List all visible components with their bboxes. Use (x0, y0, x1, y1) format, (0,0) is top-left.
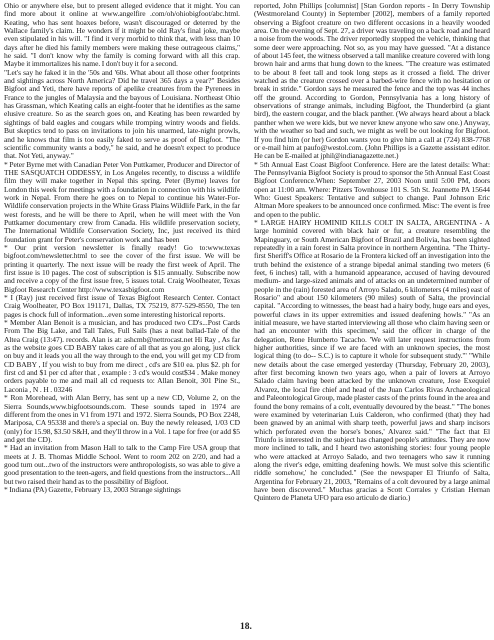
news-item: * I (Ray) just received first issue of Texas Bigfoot Research Center. Contact Craig Woolheater, PO Box 191171, Dallas, TX 75219, 877-529-8550, The ten pages is chock full of information...even some interesting historical reports. (4, 293, 240, 319)
article-paragraph: reported, John Phillips [columnist] [Stan Gordon reports - In Derry Township (Westmoreland County) in September [2002], members of a family reported observing a Bigfoot creature on two different occasions in a heavily wooded area. On the evening of Sept. 27, a driver was traveling on a back road and heard a noise from the woods. The driver reportedly stopped the vehicle, thinking that some deer were approaching. Not so, as you may have guessed. "At a distance of about 145 feet, the witness observed a tall manlike creature covered with long brown hair and arms that hung down to the knees. "The creature was estimated to be about 8 feet tall and took long steps as it crossed a field. The driver watched as the creature crossed over a barbed-wire fence with no hesitation or break in stride." Gordon says he measured the fence and the top was 44 inches off the ground. According to Gordon, Pennsylvania has a long history of observations of strange animals, including Bigfoot, the Thunderbird (a giant bird), the eastern cougar, and the black panther. (We always heard about a black panther when we were kids, but we never knew anyone who saw one.) Anyway, with the weather so bad and such, we might as well be out looking for Bigfoot. If you find him (or her) Gordon wants you to give him a call at (724) 838-7768 or e-mail him at paufo@westol.com. (John Phillips is a Gazette assistant editor. He can be E-mailed at jphil@indianagazette.net.) (254, 2, 490, 161)
news-item: * Had an invitation from Mason Hall to talk to the Camp Fire USA group that meets at J. B. Thomas Middle School. Went to room 202 on 2/20, and had a good turn out...two of the instructors were anthropologists, so was able to give a good presentation to the teen-agers, and field questions from the instructors...All but two raised their hand as to the possibility of Bigfoot. (4, 443, 240, 486)
news-item: * Our print version newsletter is finally ready! Go to:www.texas bigfoot.com/newsletter.html to see the cover of the first issue. We will be printing it quarterly. The next issue will be ready the first week of April. The first issue is 10 pages. The cost of subscription is $15 annually. Subscribe now and receive a copy of the first issue free, 5 issues total. Craig Woolheater, Texas Bigfoot Research Center http://www.texasbigfoot.com (4, 242, 240, 294)
news-item: * Peter Byrne met with Canadian Peter Von Puttkamer, Producer and Director of THE SASQUATCH ODDESSY, in Los Angeles recently, to discuss a wildlife film they will make together in Nepal this spring. Peter (Byrne) leaves for London this week for meetings with a foundation in connection with his wildlife work in Nepal. From there he goes on to Nepal to continue his Water-For-Wildlife conservation projects in the White Grass Plains Wildlife Park, in the far west forests, and he will be there to April, when he will meet with the Von Puttkamer documentary crew from Canada. His wildlife preservation society, The International Wildlife Conservation Society, Inc, just received its third foundation grant for Peter's conservation work and has been (4, 159, 240, 244)
news-item: * Member Alan Benoit is a musician, and has produced two CD's...Post Cards From The Big Lake, and Tall Tales, Full Sails (has a neat ballad-Tale of the Altea Craig (13:47). records. Alan is at: ashcmb@nettrocast.net Hi Ray , As far as the website goes CD BABY takes care of all that as you go along, just click on buy and it leads you all the way through to the end, you will get my CD from CD BABY , If you wish to buy from me direct , cd's are $10 ea. plus $2. ph for first cd and $1 per cd after that , example : 3 cd's would cost$34 . Make money orders payable to me and mail all cd requests to: Allan Benoit, 301 Pine St., Laconia , N . H . 03246 (4, 318, 240, 394)
news-item: * 5th Annual East Coast Bigfoot Conference. Here are the latest details: What: The Pennsylvania Bigfoot Society is proud to sponsor the 5th Annual East Coast Bigfoot Conference.When: September 27, 2003 Noon until 5:00 PM, doors open at 11:00 am. Where: Pitzers Townhouse 101 S. 5th St. Jeannette PA 15644 Who: Guest Speakers: Tentative and subject to change. Paul Johnson Eric Altman More speakers to be announced once confirmed. Misc: The event is free and open to the public. (254, 159, 490, 219)
news-item: * Indiana (PA) Gazette, February 13, 2003 Strange sightings (4, 484, 181, 494)
article-paragraph: "Let's say he faked it in the '50s and '60s. What about all those other footprints and sightings across North America? Did he travel 365 days a year?" Besides Bigfoot and Yeti, there have reports of apelike creatures from the Pyrenees in France to the jungles of Malaysia and the bayous of Louisiana. Northeast Ohio has Grassman, which Keating calls an eight-footer that he identifies as the same elusive creature. So as the search goes on, and Keating has been rewarded by sightings of bald eagles and cougars while tromping wintry woods and fields. But skeptics tend to pass on invitations to join his unarmed, late-night prowls, and he knows that film is too easily faked to serve as proof of Bigfoot. "The scientific community wants a body," he said, and he doesn't expect to produce that. Not Yeti, anyway." (4, 67, 240, 161)
news-item: * Ron Morehead, with Alan Berry, has sent up a new CD, Volume 2, on the Sierra Sounds,www.bigfootsounds.com. These sounds taped in 1974 are different from the ones in V1 from 1971 and 1972. Sierra Sounds, PO Box 2248, Mariposa, CA 95338 and there's a special on. Buy the newly released, 1/03 CD (only) for 15.98, $3.50 S&H, and they'll throw in a Vol. 1 tape for free (or add $5 and get the CD). (4, 393, 240, 444)
right-column (254, 2, 490, 634)
news-item: * LARGE HAIRY HOMINID KILLS COLT IN SALTA, ARGENTINA - A large hominid covered with black hair or fur, a creature resembling the Mapinguary, or South American Bigfoot of Brazil and Bolivia, has been sighted repeatedly in a rain forest in Salta province in northern Argentina. "The Thirty-first Sheriff's Office at Rosario de la Frontera kicked off an investigation into the truth behind the existence of a strange bipedal animal standing two meters (6 feet, 6 inches) tall, with a humanoid appearance, accused of having devoured medium- and large-sized animals and of attacks on an undetermined number of people in the (rain) forested area of Arroyo Salado, 6 kilometers (4 miles) east of Rosario" and about 150 kilometers (90 miles) south of Salta, the provincial capital. "According to witnesses, the beast had a hairy body, huge ears and eyes, powerful claws in its upper extremities and issued deafening howls." "As an initial measure, we have started interviewing all those who claim having seen or had an encounter with this specimen,' said the officer in charge of the delegation, Rene Humberto Tacacho. 'We will later request instructions from higher authorities, since if we are faced with an unknown species, the most logical thing (to do-- S.C.) is to capture it whole for subsequent study.'" "While new details about the case emerged yesterday (Thursday, February 20, 2003), after first becoming known two years ago, when a pair of lovers at Arroyo Salado claim having been attacked by the unknown creature, Jose Exequiel Alvarez, the local fire chief and head of the Juan Carlos Rivas Archaeological and Paleontological Group, made plaster casts of the prints found in the area and found the bony remains of a colt, eventually devoured by the beast." "The bones were examined by veterinarian Luis Calderon, who confirmed (that) they had been gnawed by an animal with sharp teeth, powerful jaws and sharp incisors which perforated even the horse's bones,' Alvarez said." "The fact that El Triunfo is interested in the subject has changed people's attitudes. They are now more inclined to talk, and I heard two astonishing stories: four young people who were attacked at Arroyo Salado, and two teenagers who saw it running along the river's edge, emitting deafening howls. We must solve this scientific riddle somehow,' he concluded." (See the newspaper El Triunfo of Salta, Argentina for February 21, 2003, "Remains of a colt devoured by a large animal have been discovered." Muchas gracias a Scott Corrales y Cristian Hernan Quintero de Planeta UFO para eso articulo de diario.) (254, 217, 490, 503)
article-paragraph: Ohio or anywhere else, but to present alleged evidence that it might. You can find more about it online at www.angelfire .com/oh/ohiobigfoot/abc.html. Keating, who has sent hoaxes before, wasn't discouraged or deterred by the Wallace family's claim. He wonders if it might be old Ray's final joke, maybe even stipulated in his will. "I find it very morbid to think that, with less than 10 days after he died his family members were making these outrageous claims," he said. "I don't know why the family is coming forward with all this crap. Maybe it immortalizes his name. I don't buy it for a second. (4, 2, 240, 69)
page-number: 18. (240, 622, 252, 632)
left-column (4, 2, 240, 634)
